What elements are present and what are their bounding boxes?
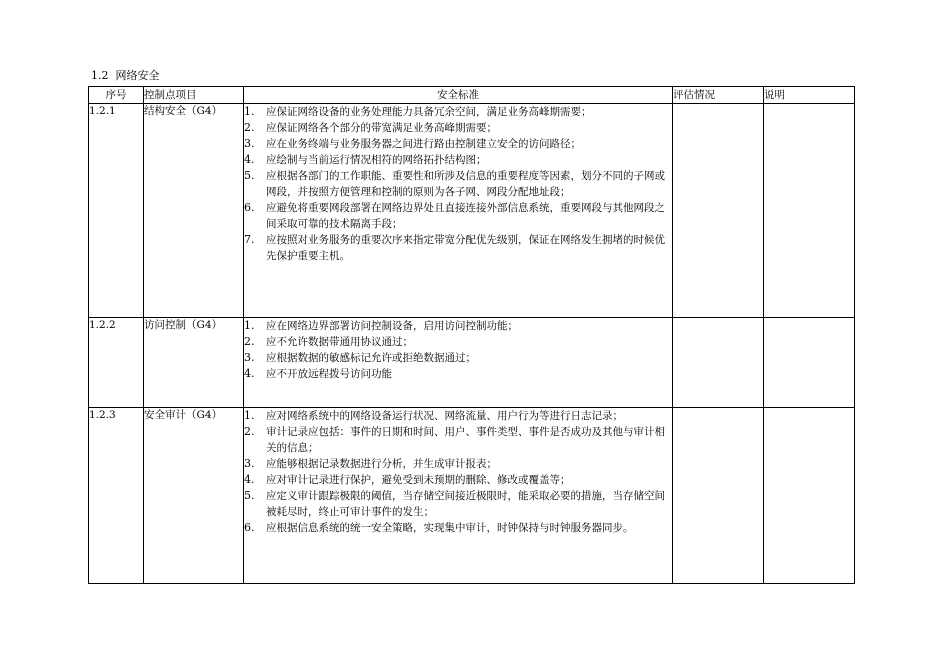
list-item-number: 5.: [244, 169, 255, 182]
row-note[interactable]: [764, 408, 855, 584]
list-item-text: 应绘制与当前运行情况相符的网络拓扑结构图；: [266, 154, 487, 166]
list-item-number: 4.: [244, 367, 255, 380]
header-security-standard: 安全标准: [244, 87, 673, 104]
row-id: 1.2.2: [89, 318, 144, 408]
list-item: [244, 232, 672, 264]
row-standards: [244, 408, 673, 584]
row-control-item: 结构安全（G4）: [144, 104, 244, 318]
list-item: [244, 366, 672, 382]
list-item-text: 审计记录应包括：事件的日期和时间、用户、事件类型、事件是否成功及其他与审计相关的信息；: [266, 426, 665, 454]
table-row: [89, 318, 855, 408]
list-item: [244, 200, 672, 232]
list-item-number: 2.: [244, 121, 255, 134]
row-control-item: 安全审计（G4）: [144, 408, 244, 584]
section-title: 网络安全: [115, 69, 160, 82]
list-item-text: 应保证网络设备的业务处理能力具备冗余空间，满足业务高峰期需要；: [266, 106, 592, 118]
list-item-number: 1.: [244, 409, 255, 422]
header-control-item: 控制点项目: [144, 87, 244, 104]
list-item-number: 1.: [244, 105, 255, 118]
security-standards-table: [88, 86, 855, 584]
list-item-number: 7.: [244, 233, 255, 246]
row-note[interactable]: [764, 318, 855, 408]
list-item-number: 3.: [244, 137, 255, 150]
list-item-number: 4.: [244, 473, 255, 486]
table-body: [89, 104, 855, 584]
list-item-text: 应根据数据的敏感标记允许或拒绝数据通过；: [266, 352, 476, 364]
list-item: [244, 318, 672, 334]
list-item-text: 应保证网络各个部分的带宽满足业务高峰期需要；: [266, 122, 497, 134]
list-item-text: 应定义审计跟踪极限的阈值，当存储空间接近极限时，能采取必要的措施，当存储空间被耗尽时，终止可审计事件的发生；: [266, 490, 665, 518]
section-heading: [91, 69, 160, 83]
list-item-number: 6.: [244, 521, 255, 534]
list-item-text: 应不开放远程拨号访问功能: [266, 368, 392, 380]
standards-list: [244, 408, 672, 536]
header-id: 序号: [89, 87, 144, 104]
list-item: [244, 152, 672, 168]
standards-list: [244, 104, 672, 264]
list-item-text: 应根据信息系统的统一安全策略，实现集中审计，时钟保持与时钟服务器同步。: [266, 522, 634, 534]
list-item-text: 应不允许数据带通用协议通过；: [266, 336, 413, 348]
list-item-text: 应避免将重要网段部署在网络边界处且直接连接外部信息系统，重要网段与其他网段之间采取可靠的技术隔离手段；: [266, 202, 665, 230]
list-item-number: 2.: [244, 425, 255, 438]
list-item-text: 应根据各部门的工作职能、重要性和所涉及信息的重要程度等因素，划分不同的子网或网段，并按照方便管理和控制的原则为各子网、网段分配地址段；: [266, 170, 665, 198]
row-control-item: 访问控制（G4）: [144, 318, 244, 408]
table-row: [89, 104, 855, 318]
list-item: [244, 472, 672, 488]
list-item-text: 应按照对业务服务的重要次序来指定带宽分配优先级别，保证在网络发生拥堵的时候优先保护重要主机。: [266, 234, 665, 262]
row-id: 1.2.3: [89, 408, 144, 584]
list-item: [244, 456, 672, 472]
list-item-text: 应在网络边界部署访问控制设备，启用访问控制功能；: [266, 320, 518, 332]
table-row: [89, 408, 855, 584]
list-item-number: 4.: [244, 153, 255, 166]
list-item-text: 应对审计记录进行保护，避免受到未预期的删除、修改或覆盖等；: [266, 474, 571, 486]
table-header-row: [89, 87, 855, 104]
list-item: [244, 120, 672, 136]
list-item-number: 2.: [244, 335, 255, 348]
list-item-number: 3.: [244, 457, 255, 470]
row-id: 1.2.1: [89, 104, 144, 318]
standards-list: [244, 318, 672, 382]
list-item-text: 应在业务终端与业务服务器之间进行路由控制建立安全的访问路径；: [266, 138, 581, 150]
row-standards: [244, 318, 673, 408]
header-note: 说明: [764, 87, 855, 104]
row-evaluation[interactable]: [673, 408, 764, 584]
list-item-number: 5.: [244, 489, 255, 502]
row-evaluation[interactable]: [673, 104, 764, 318]
list-item-text: 应能够根据记录数据进行分析，并生成审计报表；: [266, 458, 497, 470]
list-item-number: 3.: [244, 351, 255, 364]
list-item-number: 1.: [244, 319, 255, 332]
list-item: [244, 334, 672, 350]
list-item: [244, 488, 672, 520]
row-standards: [244, 104, 673, 318]
list-item: [244, 136, 672, 152]
header-evaluation: 评估情况: [673, 87, 764, 104]
list-item: [244, 424, 672, 456]
list-item: [244, 168, 672, 200]
list-item: [244, 520, 672, 536]
row-note[interactable]: [764, 104, 855, 318]
list-item-number: 6.: [244, 201, 255, 214]
row-evaluation[interactable]: [673, 318, 764, 408]
list-item: [244, 104, 672, 120]
list-item: [244, 408, 672, 424]
list-item: [244, 350, 672, 366]
list-item-text: 应对网络系统中的网络设备运行状况、网络流量、用户行为等进行日志记录；: [266, 410, 623, 422]
section-number: 1.2: [91, 69, 109, 82]
